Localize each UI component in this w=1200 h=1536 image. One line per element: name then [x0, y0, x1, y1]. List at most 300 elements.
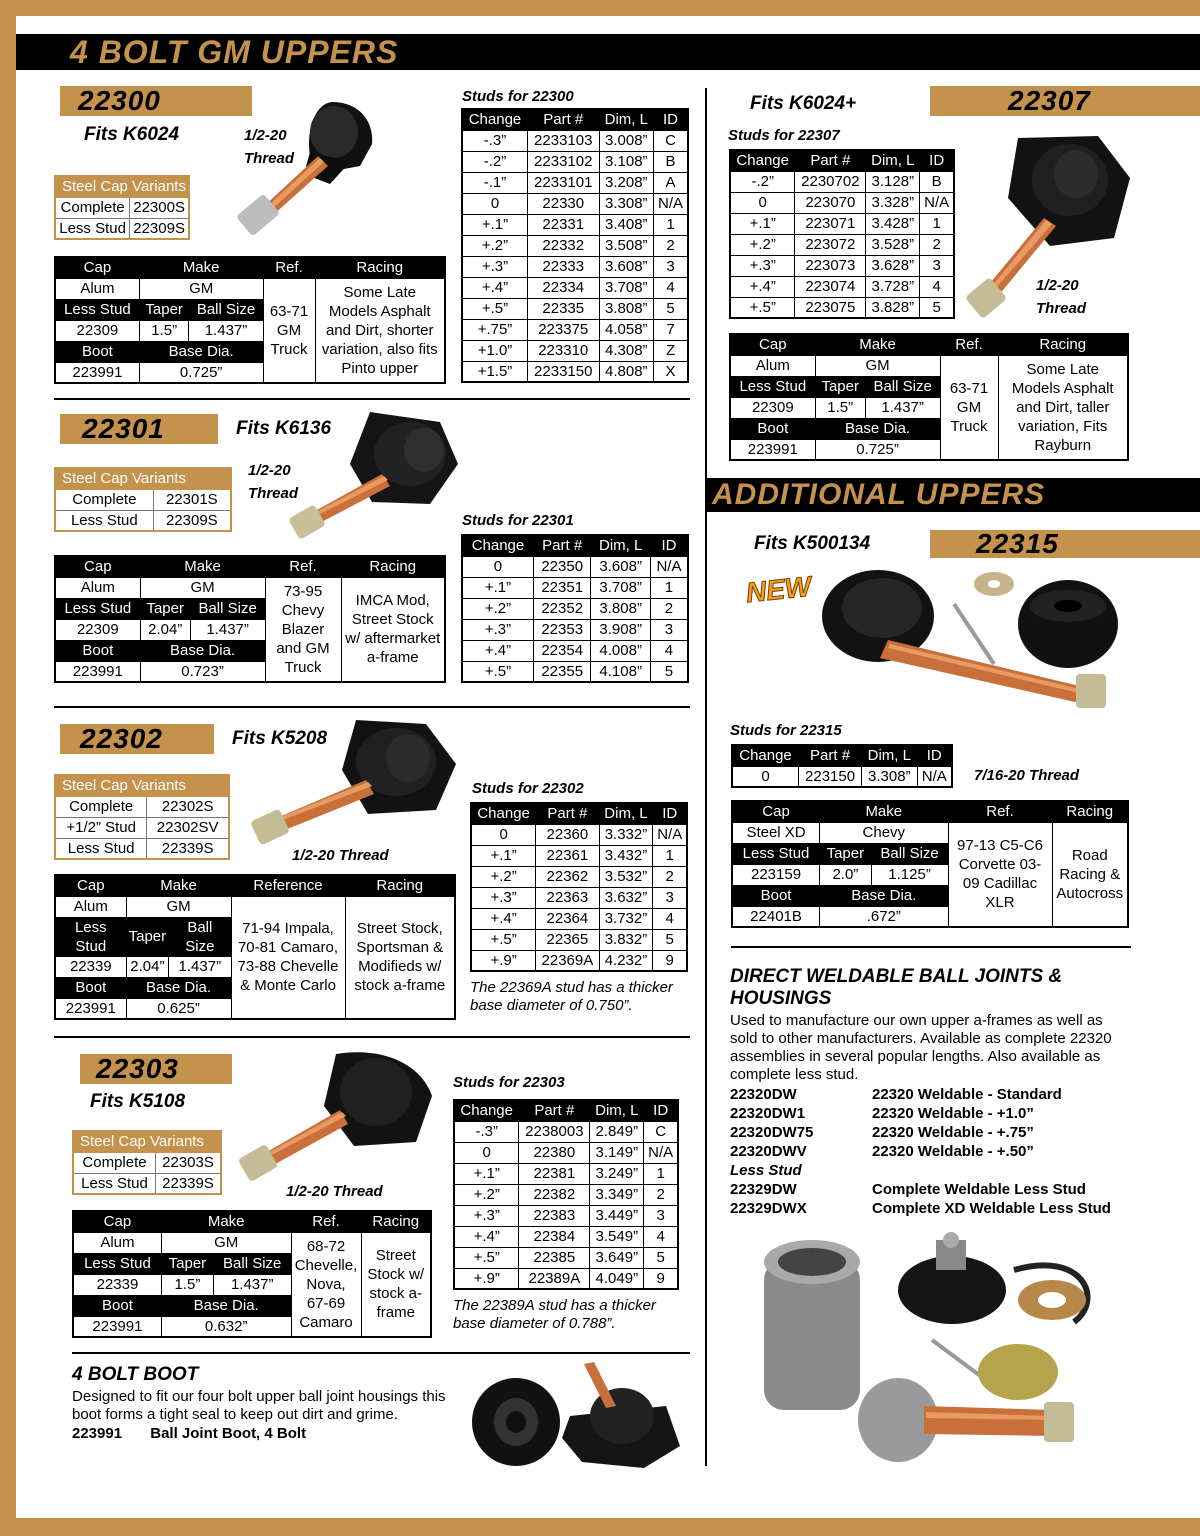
variant-part: 22300S — [130, 197, 189, 218]
stud-cell: 223072 — [795, 234, 866, 255]
stud-cell: 1 — [644, 1163, 678, 1184]
stud-cell: 5 — [644, 1247, 678, 1268]
stud-cell: 5 — [650, 661, 688, 682]
list-part: 22329DW — [730, 1181, 797, 1198]
stud-cell: 3.332” — [599, 824, 653, 845]
stud-cell: +.3” — [471, 887, 536, 908]
variant-part: 22309S — [130, 218, 189, 239]
stud-cell: 4.058” — [599, 319, 654, 340]
table-row — [462, 556, 688, 577]
boot-image — [466, 1362, 686, 1472]
less-stud-value: 22309 — [55, 619, 140, 640]
stud-cell: +.2” — [471, 866, 536, 887]
col-header: Reference — [231, 875, 345, 896]
stud-cell: 5 — [920, 297, 954, 318]
studs-table-22300 — [461, 108, 689, 383]
stud-cell: 2 — [654, 235, 688, 256]
stud-cell: +.4” — [471, 908, 536, 929]
boot-part-line — [72, 1425, 306, 1443]
taper-value: 2.0” — [820, 864, 872, 885]
sub-header: Base Dia. — [139, 341, 263, 362]
steel-cap-variants-22301 — [54, 467, 232, 532]
stud-col-header: Part # — [536, 803, 599, 824]
stud-cell: 3.608” — [591, 556, 651, 577]
table-row — [454, 1163, 678, 1184]
table-row — [471, 929, 687, 950]
stud-cell: 3.628” — [866, 255, 920, 276]
fits-22303: Fits K5108 — [90, 1091, 186, 1112]
col-header: Racing — [345, 875, 455, 896]
stud-col-header: Part # — [533, 535, 591, 556]
stud-cell: 3.832” — [599, 929, 653, 950]
stud-cell: 3.328” — [866, 192, 920, 213]
weldable-list — [730, 1085, 1150, 1218]
table-row — [462, 277, 688, 298]
stud-cell: -.1” — [462, 172, 527, 193]
stud-cell: 22333 — [527, 256, 599, 277]
col-header: Cap — [73, 1211, 161, 1232]
base-dia-value: 0.723” — [140, 661, 265, 682]
stud-cell: 22365 — [536, 929, 599, 950]
sub-header: Boot — [730, 418, 815, 439]
variant-part: 22302S — [147, 796, 229, 817]
variant-label: +1/2” Stud — [55, 817, 147, 838]
sub-header: Ball Size — [190, 598, 265, 619]
specs-22303 — [72, 1210, 432, 1338]
stud-cell: +.1” — [471, 845, 536, 866]
table-row — [462, 214, 688, 235]
col-header: Cap — [55, 257, 139, 278]
stud-cell: 1 — [654, 214, 688, 235]
stud-cell: N/A — [644, 1142, 678, 1163]
stud-cell: 9 — [644, 1268, 678, 1289]
stud-cell: 3 — [920, 255, 954, 276]
stud-cell: 22334 — [527, 277, 599, 298]
col-header: Racing — [998, 334, 1128, 355]
page-title: 4 BOLT GM UPPERS — [70, 34, 399, 70]
stud-col-header: Dim, L — [591, 535, 651, 556]
table-row — [462, 235, 688, 256]
sub-header: Boot — [55, 640, 140, 661]
stud-cell: 22362 — [536, 866, 599, 887]
table-row — [454, 1205, 678, 1226]
steel-cap-variants-22302 — [54, 774, 230, 860]
sub-header: Taper — [161, 1253, 213, 1274]
stud-cell: 0 — [732, 766, 799, 787]
stud-col-header: ID — [644, 1100, 678, 1121]
steel-title: Steel Cap Variants — [55, 468, 231, 489]
stud-cell: 223073 — [795, 255, 866, 276]
stud-cell: +.2” — [462, 235, 527, 256]
stud-cell: 4.232” — [599, 950, 653, 971]
stud-cell: 22384 — [519, 1226, 590, 1247]
sub-header: Ball Size — [169, 917, 231, 956]
steel-cap-variants-22300 — [54, 175, 190, 240]
thread-22315: 7/16-20 Thread — [974, 767, 1080, 784]
stud-cell: 3.249” — [590, 1163, 644, 1184]
col-header: Make — [820, 801, 948, 822]
sub-header: Less Stud — [55, 299, 139, 320]
variant-label: Complete — [73, 1152, 156, 1173]
stud-cell: 3.632” — [599, 887, 653, 908]
stud-cell: +1.0” — [462, 340, 527, 361]
list-desc: 22320 Weldable - +.75” — [872, 1124, 1034, 1141]
stud-cell: 3.108” — [599, 151, 654, 172]
ball-size-value: 1.437” — [865, 397, 940, 418]
stud-col-header: Change — [732, 745, 799, 766]
stud-col-header: Part # — [799, 745, 862, 766]
stud-cell: +.5” — [730, 297, 795, 318]
stud-col-header: Dim, L — [599, 109, 654, 130]
ref-value: 73-95 Chevy Blazer and GM Truck — [265, 577, 341, 682]
table-row — [471, 950, 687, 971]
list-desc: 22320 Weldable - +1.0” — [872, 1105, 1034, 1122]
additional-title: ADDITIONAL UPPERS — [712, 478, 1046, 511]
stud-col-header: ID — [653, 803, 687, 824]
stud-cell: N/A — [650, 556, 688, 577]
ball-joint-image-22302 — [236, 714, 466, 854]
taper-value: 2.04” — [140, 619, 190, 640]
ref-value: 63-71 GM Truck — [940, 355, 998, 460]
sub-header: Base Dia. — [126, 977, 231, 998]
part-number-22307: 22307 — [1008, 85, 1091, 116]
boot-value: 223991 — [55, 362, 139, 383]
table-row — [471, 908, 687, 929]
stud-cell: 3.649” — [590, 1247, 644, 1268]
sub-header: Base Dia. — [161, 1295, 291, 1316]
fits-22301: Fits K6136 — [236, 418, 332, 439]
specs-22302 — [54, 874, 456, 1020]
sub-header: Less Stud — [55, 917, 126, 956]
sub-header: Taper — [126, 917, 169, 956]
less-stud-title: Less Stud — [730, 1162, 802, 1179]
stud-cell: 22351 — [533, 577, 591, 598]
stud-cell: 4 — [920, 276, 954, 297]
stud-cell: 3.349” — [590, 1184, 644, 1205]
boot-value: 223991 — [73, 1316, 161, 1337]
stud-cell: 3 — [653, 887, 687, 908]
stud-note-22303: The 22389A stud has a thicker base diameter of 0.788”. — [453, 1297, 656, 1332]
stud-cell: 3.449” — [590, 1205, 644, 1226]
stud-cell: +.2” — [730, 234, 795, 255]
fits-22315: Fits K500134 — [754, 533, 871, 554]
new-badge: NEW — [744, 570, 813, 609]
stud-cell: -.2” — [730, 171, 795, 192]
section-rule — [54, 1036, 690, 1038]
table-row — [462, 619, 688, 640]
variant-part: 22309S — [153, 510, 231, 531]
racing-value: Some Late Models Asphalt and Dirt, taller variation, Fits Rayburn — [998, 355, 1128, 460]
stud-cell: 22380 — [519, 1142, 590, 1163]
stud-cell: 22383 — [519, 1205, 590, 1226]
stud-cell: 3.432” — [599, 845, 653, 866]
ref-value: 97-13 C5-C6 Corvette 03-09 Cadillac XLR — [948, 822, 1052, 927]
sub-header: Boot — [55, 341, 139, 362]
ball-joint-image-22315 — [818, 566, 1134, 716]
stud-cell: +.5” — [462, 661, 533, 682]
sub-header: Boot — [73, 1295, 161, 1316]
part-number-22303: 22303 — [96, 1053, 179, 1084]
stud-cell: 3.428” — [866, 213, 920, 234]
make-value: GM — [161, 1232, 291, 1253]
table-row — [462, 361, 688, 382]
stud-cell: 4.008” — [591, 640, 651, 661]
stud-cell: A — [654, 172, 688, 193]
table-row — [454, 1184, 678, 1205]
taper-value: 1.5” — [139, 320, 189, 341]
less-stud-value: 22339 — [55, 956, 126, 977]
ball-joint-image-22303 — [236, 1046, 446, 1186]
ref-value: 63-71 GM Truck — [263, 278, 315, 383]
table-row — [471, 887, 687, 908]
base-dia-value: 0.625” — [126, 998, 231, 1019]
boot-value: 223991 — [730, 439, 815, 460]
stud-cell: Z — [654, 340, 688, 361]
stud-cell: 3 — [654, 256, 688, 277]
list-part: 22329DWX — [730, 1200, 807, 1217]
stud-cell: +.1” — [462, 214, 527, 235]
stud-cell: 3.808” — [591, 598, 651, 619]
col-header: Cap — [732, 801, 820, 822]
specs-22307 — [729, 333, 1129, 461]
col-header: Racing — [341, 556, 445, 577]
table-row — [462, 172, 688, 193]
stud-cell: +.3” — [454, 1205, 519, 1226]
boot-title: 4 BOLT BOOT — [72, 1364, 199, 1385]
list-item — [730, 1085, 1150, 1104]
less-stud-value: 22309 — [55, 320, 139, 341]
stud-col-header: Dim, L — [862, 745, 917, 766]
stud-cell: 1 — [920, 213, 954, 234]
stud-cell: 3.728” — [866, 276, 920, 297]
list-part: 22320DW — [730, 1086, 797, 1103]
table-row — [730, 171, 954, 192]
stud-col-header: Change — [462, 535, 533, 556]
table-row — [730, 297, 954, 318]
stud-col-header: Part # — [519, 1100, 590, 1121]
stud-cell: 3 — [650, 619, 688, 640]
sub-header: Less Stud — [732, 843, 820, 864]
cap-value: Steel XD — [732, 822, 820, 843]
stud-col-header: Dim, L — [599, 803, 653, 824]
stud-cell: +1.5” — [462, 361, 527, 382]
studs-table-22302 — [470, 802, 688, 972]
ball-joint-image-22300 — [232, 92, 382, 242]
part-number-22300: 22300 — [78, 85, 161, 116]
ball-size-value: 1.125” — [871, 864, 948, 885]
weldable-image — [754, 1230, 1140, 1470]
stud-cell: 1 — [653, 845, 687, 866]
part-bar-22315 — [930, 530, 1200, 558]
ref-value: 71-94 Impala, 70-81 Camaro, 73-88 Chevelle & Monte Carlo — [231, 896, 345, 1019]
stud-cell: 3.408” — [599, 214, 654, 235]
table-row — [471, 824, 687, 845]
table-row — [454, 1268, 678, 1289]
stud-cell: 22361 — [536, 845, 599, 866]
ball-size-value: 1.437” — [189, 320, 263, 341]
racing-value: IMCA Mod, Street Stock w/ aftermarket a-frame — [341, 577, 445, 682]
steel-title: Steel Cap Variants — [55, 176, 189, 197]
sub-header: Less Stud — [730, 376, 815, 397]
taper-value: 1.5” — [815, 397, 865, 418]
stud-cell: 3.608” — [599, 256, 654, 277]
stud-cell: B — [920, 171, 954, 192]
stud-cell: 22381 — [519, 1163, 590, 1184]
thread-size: 1/2-20 — [244, 127, 287, 144]
sub-header: Taper — [140, 598, 190, 619]
stud-cell: 22353 — [533, 619, 591, 640]
stud-col-header: Change — [730, 150, 795, 171]
col-header: Make — [815, 334, 940, 355]
sub-header: Taper — [139, 299, 189, 320]
stud-cell: +.3” — [462, 256, 527, 277]
variant-label: Complete — [55, 796, 147, 817]
stud-cell: 5 — [653, 929, 687, 950]
stud-cell: +.3” — [462, 619, 533, 640]
base-dia-value: 0.725” — [139, 362, 263, 383]
stud-cell: +.2” — [454, 1184, 519, 1205]
cap-value: Alum — [55, 577, 140, 598]
stud-cell: 3.308” — [599, 193, 654, 214]
stud-cell: 223074 — [795, 276, 866, 297]
table-row — [454, 1142, 678, 1163]
col-header: Make — [161, 1211, 291, 1232]
stud-cell: 2233103 — [527, 130, 599, 151]
boot-value: 223991 — [55, 661, 140, 682]
stud-cell: 22331 — [527, 214, 599, 235]
sub-header: Boot — [55, 977, 126, 998]
stud-cell: 3.828” — [866, 297, 920, 318]
stud-cell: 3.149” — [590, 1142, 644, 1163]
weldable-title: DIRECT WELDABLE BALL JOINTS & HOUSINGS — [730, 966, 1063, 1009]
specs-22301 — [54, 555, 446, 683]
stud-cell: -.2” — [462, 151, 527, 172]
list-desc: Complete Weldable Less Stud — [872, 1181, 1086, 1198]
stud-cell: 1 — [650, 577, 688, 598]
specs-22300 — [54, 256, 446, 384]
variant-part: 22303S — [156, 1152, 221, 1173]
cap-value: Alum — [55, 896, 126, 917]
stud-cell: 4 — [653, 908, 687, 929]
weldable-description: Used to manufacture our own upper a-frames as well as sold to other manufacturers. Available as complete 22320 assemblies in several popular lengths. Also available as complete less stud. — [730, 1012, 1112, 1083]
table-row — [462, 577, 688, 598]
col-header: Make — [126, 875, 231, 896]
stud-cell: 223071 — [795, 213, 866, 234]
thread-22302: 1/2-20 Thread — [292, 847, 389, 864]
racing-value: Road Racing & Autocross — [1052, 822, 1128, 927]
table-row — [462, 340, 688, 361]
studs-title-22301: Studs for 22301 — [462, 512, 574, 529]
stud-col-header: ID — [650, 535, 688, 556]
stud-cell: +.1” — [462, 577, 533, 598]
boot-value: 223991 — [55, 998, 126, 1019]
stud-cell: +.1” — [454, 1163, 519, 1184]
stud-cell: 3 — [644, 1205, 678, 1226]
col-header: Ref. — [263, 257, 315, 278]
sub-header: Ball Size — [865, 376, 940, 397]
boot-description: Designed to fit our four bolt upper ball joint housings this boot forms a tight seal to keep out dirt and grime. — [72, 1388, 446, 1423]
stud-cell: 4 — [644, 1226, 678, 1247]
table-row — [462, 130, 688, 151]
stud-cell: 3.128” — [866, 171, 920, 192]
stud-cell: N/A — [920, 192, 954, 213]
stud-cell: 7 — [654, 319, 688, 340]
stud-cell: +.4” — [462, 640, 533, 661]
studs-title-22315: Studs for 22315 — [730, 722, 842, 739]
list-item — [730, 1199, 1150, 1218]
thread-22303: 1/2-20 Thread — [286, 1183, 383, 1200]
stud-cell: 22354 — [533, 640, 591, 661]
thread-label: Thread — [1036, 300, 1087, 317]
table-row — [454, 1226, 678, 1247]
frame-bottom — [0, 1518, 1200, 1536]
studs-table-22315 — [731, 744, 953, 788]
table-row — [471, 845, 687, 866]
thread-label: Thread — [244, 150, 295, 167]
studs-title-22307: Studs for 22307 — [728, 127, 840, 144]
cap-value: Alum — [55, 278, 139, 299]
stud-cell: +.1” — [730, 213, 795, 234]
stud-cell: -.3” — [454, 1121, 519, 1142]
section-rule — [72, 1352, 690, 1354]
table-row — [462, 298, 688, 319]
stud-cell: +.3” — [730, 255, 795, 276]
stud-cell: 22355 — [533, 661, 591, 682]
specs-22315 — [731, 800, 1129, 928]
variant-part: 22301S — [153, 489, 231, 510]
table-row — [462, 256, 688, 277]
stud-cell: N/A — [654, 193, 688, 214]
stud-cell: 2 — [653, 866, 687, 887]
base-dia-value: .672” — [820, 906, 948, 927]
variant-label: Less Stud — [55, 838, 147, 859]
stud-cell: +.9” — [454, 1268, 519, 1289]
stud-cell: 2.849” — [590, 1121, 644, 1142]
sub-header: Less Stud — [73, 1253, 161, 1274]
variant-part: 22339S — [156, 1173, 221, 1194]
table-row — [462, 661, 688, 682]
sub-header: Base Dia. — [820, 885, 948, 906]
studs-table-22303 — [453, 1099, 679, 1290]
frame-top — [0, 0, 1200, 16]
studs-title-22300: Studs for 22300 — [462, 88, 574, 105]
list-desc: 22320 Weldable - +.50” — [872, 1143, 1034, 1160]
ball-joint-image-22301 — [290, 404, 470, 544]
stud-cell: 4.808” — [599, 361, 654, 382]
sub-header: Ball Size — [189, 299, 263, 320]
sub-header: Base Dia. — [140, 640, 265, 661]
col-header: Racing — [315, 257, 445, 278]
stud-cell: 3.732” — [599, 908, 653, 929]
steel-title: Steel Cap Variants — [55, 775, 229, 796]
table-row — [471, 866, 687, 887]
stud-cell: 223150 — [799, 766, 862, 787]
col-header: Cap — [55, 556, 140, 577]
stud-cell: 4.108” — [591, 661, 651, 682]
stud-cell: 2233102 — [527, 151, 599, 172]
stud-cell: 22363 — [536, 887, 599, 908]
less-stud-value: 22309 — [730, 397, 815, 418]
col-header: Make — [140, 556, 265, 577]
table-row — [462, 640, 688, 661]
table-row — [462, 151, 688, 172]
stud-cell: +.5” — [471, 929, 536, 950]
stud-cell: 4 — [650, 640, 688, 661]
fits-22302: Fits K5208 — [232, 728, 328, 749]
stud-cell: +.75” — [462, 319, 527, 340]
stud-cell: 3.908” — [591, 619, 651, 640]
stud-col-header: Change — [471, 803, 536, 824]
